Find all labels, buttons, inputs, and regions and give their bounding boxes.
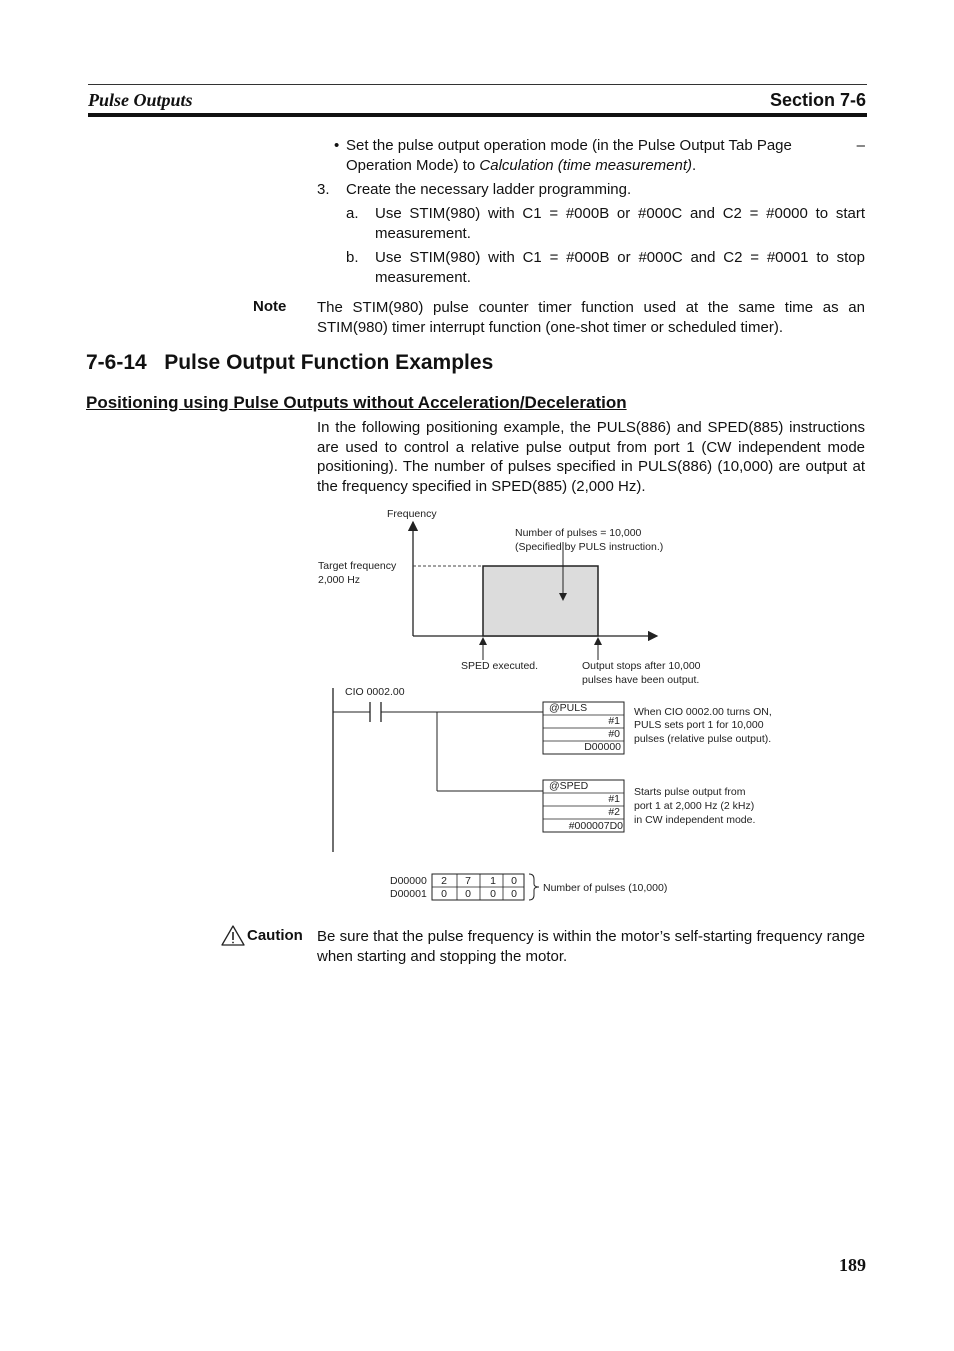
sped-operand-2: #2 xyxy=(608,806,620,818)
puls-operand-3: D00000 xyxy=(584,741,621,753)
step-3-text: Create the necessary ladder programming. xyxy=(346,181,632,198)
puls-operand-1: #1 xyxy=(608,715,620,727)
intro-paragraph: In the following positioning example, the PULS(886) and SPED(885) instructions are used to control a relative pulse output from port 1 (CW independent mode positioning). The number of pulses specified in PULS(886) (10,000) are output at the frequency specified in SPED(885) (2,000 Hz). xyxy=(317,419,865,495)
substep-a-marker: a. xyxy=(346,205,359,222)
mem-addr-1: D00001 xyxy=(390,888,427,900)
bullet-text-2: Operation Mode) to xyxy=(346,156,476,174)
mem-digit-0-2: 1 xyxy=(490,875,496,887)
bullet-text-1: Set the pulse output operation mode (in the Pulse Output Tab Page xyxy=(346,137,792,154)
note-label: Note xyxy=(253,298,287,315)
mem-digit-0-3: 0 xyxy=(511,875,517,887)
sped-desc-1: Starts pulse output from xyxy=(634,786,746,798)
sped-desc-2: port 1 at 2,000 Hz (2 kHz) xyxy=(634,800,755,812)
puls-operand-2: #0 xyxy=(608,728,620,740)
sped-operand-3: #000007D0 xyxy=(568,820,623,832)
sped-mnemonic: @SPED xyxy=(549,780,589,792)
mem-digit-1-3: 0 xyxy=(511,888,517,900)
substep-a-text: Use STIM(980) with C1 = #000B or #000C and C2 = #0000 to start measurement. xyxy=(375,205,865,242)
pulses-label-line-2: (Specified by PULS instruction.) xyxy=(515,541,664,553)
memory-label: Number of pulses (10,000) xyxy=(543,882,668,894)
target-frequency-label-2: 2,000 Hz xyxy=(318,574,361,586)
note-text: The STIM(980) pulse counter timer function used at the same time as an STIM(980) timer interrupt function (one-shot timer or scheduled timer). xyxy=(317,299,865,336)
puls-desc-2: PULS sets port 1 for 10,000 xyxy=(634,719,764,731)
puls-desc-3: pulses (relative pulse output). xyxy=(634,733,772,745)
mem-digit-1-1: 0 xyxy=(465,888,471,900)
mem-digit-1-2: 0 xyxy=(490,888,496,900)
output-stops-label-2: pulses have been output. xyxy=(582,674,700,686)
output-stops-label-1: Output stops after 10,000 xyxy=(582,660,701,672)
step-3-number: 3. xyxy=(317,181,330,198)
substep-b-marker: b. xyxy=(346,249,359,266)
caution-text: Be sure that the pulse frequency is within the motor’s self-starting frequency range when starting and stopping the motor. xyxy=(317,928,865,965)
substep-b-text: Use STIM(980) with C1 = #000B or #000C and C2 = #0001 to stop measurement. xyxy=(375,249,865,286)
memory-table xyxy=(390,874,524,900)
sped-instruction-box xyxy=(543,780,624,832)
sped-operand-1: #1 xyxy=(608,793,620,805)
puls-desc-1: When CIO 0002.00 turns ON, xyxy=(634,706,772,718)
sped-desc-3: in CW independent mode. xyxy=(634,814,756,826)
pulses-label-line-1: Number of pulses = 10,000 xyxy=(515,527,642,539)
bullet-dash: – xyxy=(856,137,865,154)
puls-mnemonic: @PULS xyxy=(549,702,588,714)
running-header-title: Pulse Outputs xyxy=(88,90,193,110)
frequency-axis-label: Frequency xyxy=(387,508,437,520)
caution-label: Caution xyxy=(247,927,303,944)
mem-digit-1-0: 0 xyxy=(441,888,447,900)
sped-executed-label: SPED executed. xyxy=(461,660,539,672)
mem-digit-0-1: 7 xyxy=(465,875,471,887)
pulse-output-block xyxy=(483,566,598,636)
bullet-end: . xyxy=(692,156,697,174)
caution-warning-icon xyxy=(222,926,244,945)
puls-instruction-box xyxy=(543,702,624,754)
subsection-heading: Positioning using Pulse Outputs without Acceleration/Deceleration xyxy=(86,393,627,412)
page-number: 189 xyxy=(839,1255,866,1275)
contact-label: CIO 0002.00 xyxy=(345,686,405,698)
mem-digit-0-0: 2 xyxy=(441,875,447,887)
mem-addr-0: D00000 xyxy=(390,875,427,887)
bullet-marker: • xyxy=(334,137,340,154)
memory-brace xyxy=(529,874,539,900)
bullet-italic: Calculation (time measurement) xyxy=(479,156,692,174)
running-header-section: Section 7-6 xyxy=(769,90,866,110)
target-frequency-label-1: Target frequency xyxy=(318,560,397,572)
section-heading: 7-6-14 Pulse Output Function Examples xyxy=(86,351,494,374)
